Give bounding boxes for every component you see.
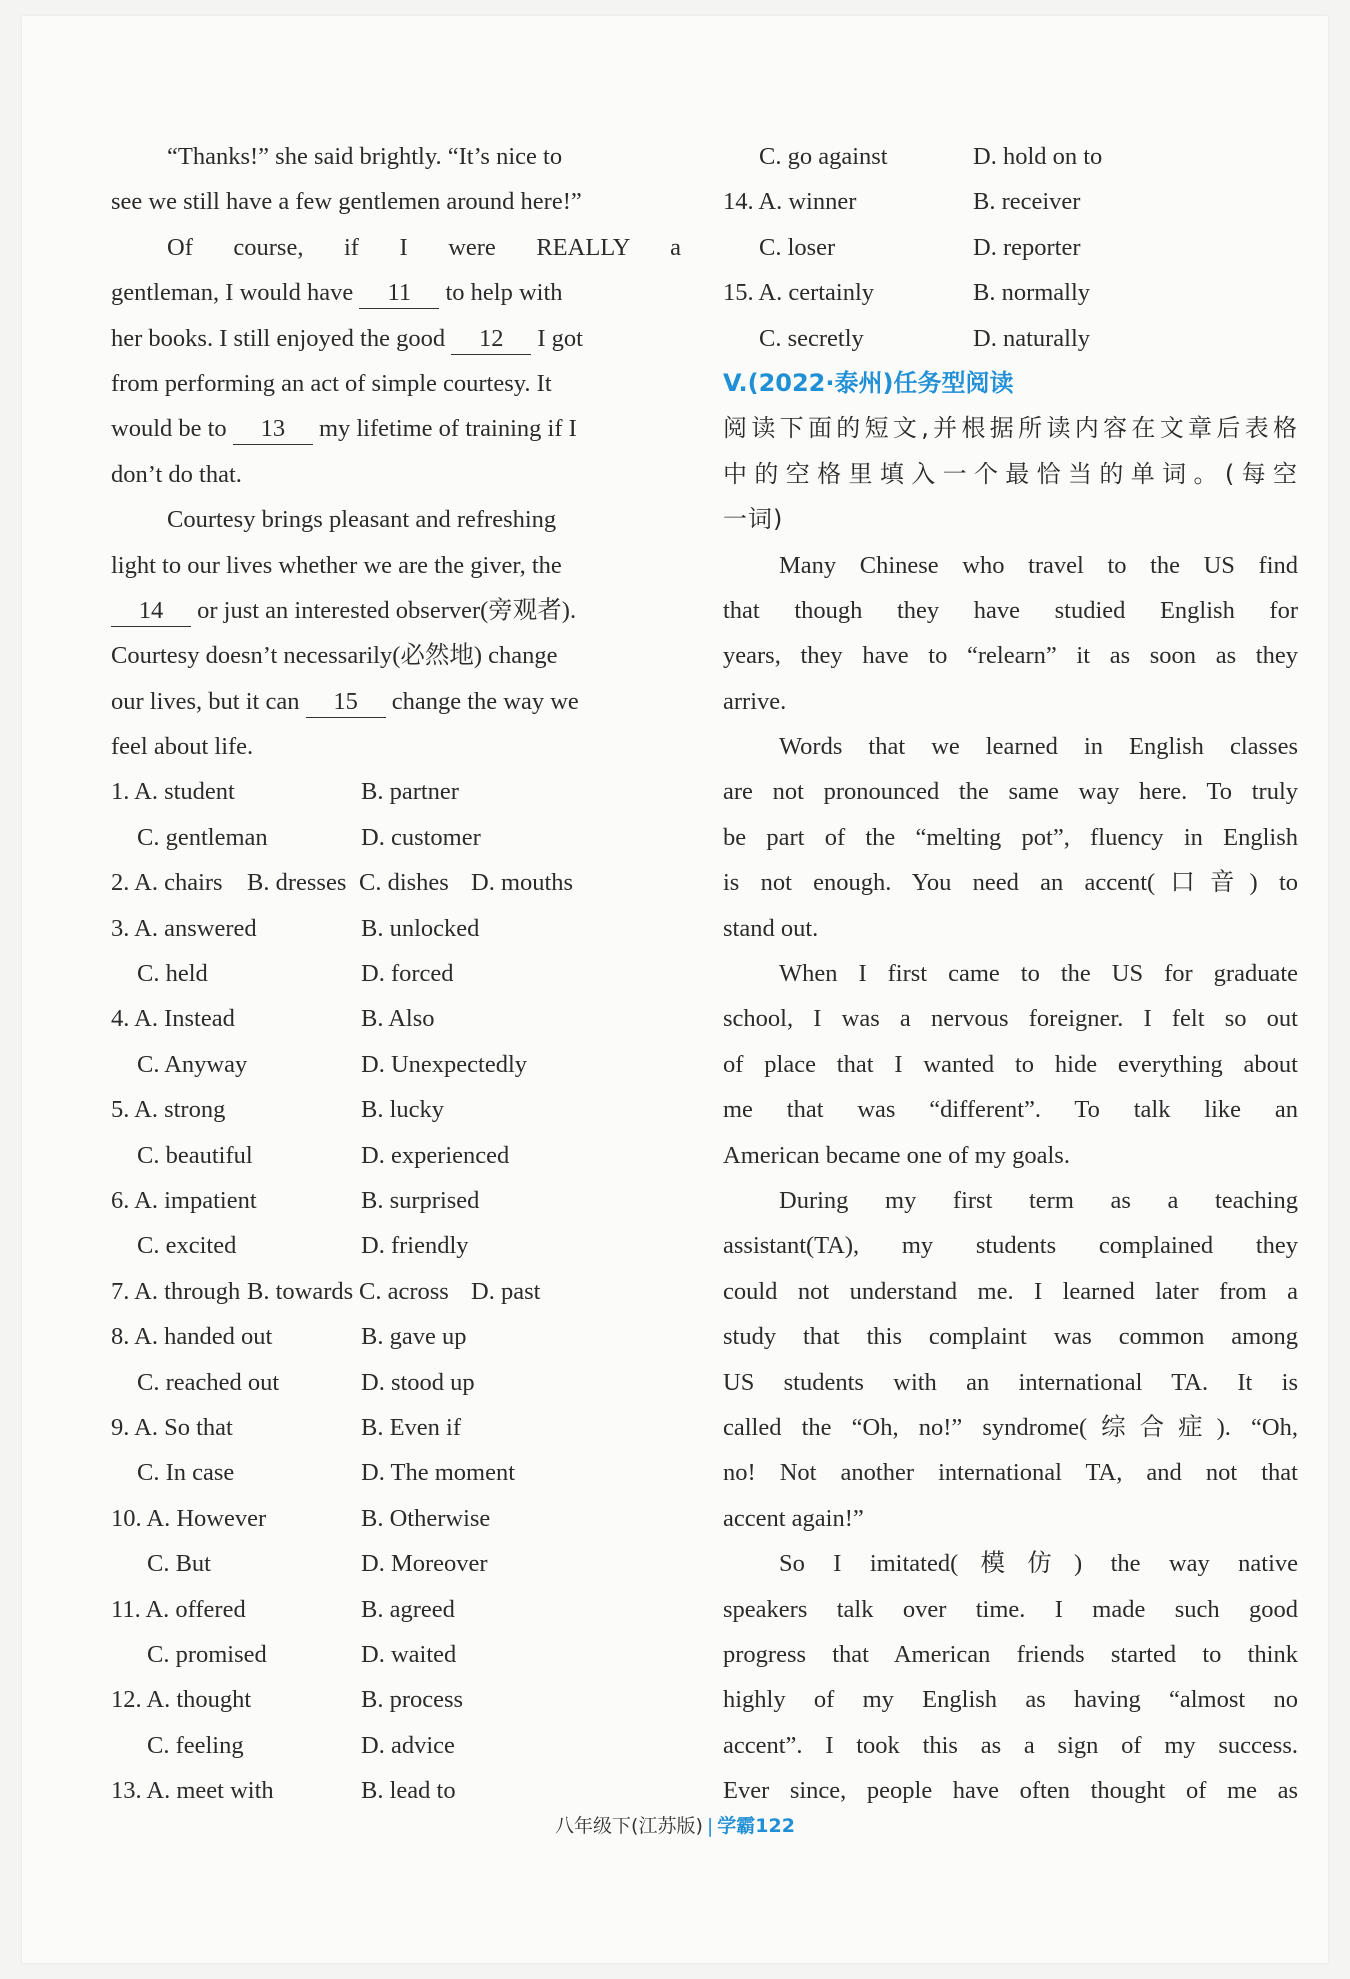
- passage-line: called the “Oh, no!” syndrome(综合症). “Oh,: [723, 1413, 1298, 1441]
- passage-line: Ever since, people have often thought of me as: [723, 1777, 1298, 1805]
- answer-option: B. towards: [247, 1277, 354, 1305]
- answer-option: 11. A. offered: [111, 1595, 246, 1623]
- answer-option: C. excited: [137, 1232, 237, 1260]
- answer-option: 15. A. certainly: [723, 279, 875, 307]
- passage-line: are not pronounced the same way here. To truly: [723, 778, 1298, 806]
- answer-option: B. Otherwise: [361, 1504, 491, 1532]
- answer-option: C. feeling: [147, 1731, 244, 1759]
- answer-option: C. reached out: [137, 1368, 280, 1396]
- answer-option: D. Moreover: [361, 1550, 488, 1578]
- passage-line: “Thanks!” she said brightly. “It’s nice to: [167, 143, 563, 170]
- page-number: 122: [755, 1815, 795, 1837]
- passage-line: no! Not another international TA, and not that: [723, 1459, 1298, 1487]
- passage-line: assistant(TA), my students complained they: [723, 1232, 1298, 1260]
- answer-option: D. stood up: [361, 1368, 475, 1396]
- passage-line: light to our lives whether we are the giver, the: [111, 551, 562, 579]
- option-row: [111, 1042, 681, 1087]
- option-row: [723, 134, 1298, 179]
- passage-line: study that this complaint was common among: [723, 1323, 1298, 1351]
- blank-14: 14: [111, 596, 191, 627]
- option-row: [111, 1314, 681, 1359]
- option-row: [111, 1133, 681, 1178]
- answer-option: B. agreed: [361, 1595, 455, 1623]
- answer-option: D. The moment: [361, 1459, 516, 1487]
- answer-option: D. experienced: [361, 1141, 510, 1169]
- option-row: [111, 1541, 681, 1586]
- option-row: [111, 1768, 681, 1813]
- brand-label: 学霸: [717, 1815, 756, 1837]
- option-row: [111, 1450, 681, 1495]
- passage-line: Of course, if I were REALLY a: [167, 233, 681, 261]
- passage-line: Many Chinese who travel to the US find: [779, 551, 1298, 579]
- answer-option: B. lead to: [361, 1777, 456, 1805]
- answer-option: D. past: [471, 1277, 541, 1305]
- passage-line: During my first term as a teaching: [779, 1186, 1298, 1214]
- answer-option: C. Anyway: [137, 1050, 248, 1078]
- instruction-line: 一词): [723, 505, 784, 534]
- footer-divider: |: [706, 1815, 714, 1837]
- answer-option: B. unlocked: [361, 914, 480, 942]
- option-row: [723, 270, 1298, 315]
- answer-option: 13. A. meet with: [111, 1777, 274, 1805]
- option-row: [111, 1632, 681, 1677]
- answer-option: C. beautiful: [137, 1141, 253, 1169]
- passage-line: from performing an act of simple courtesy. It: [111, 369, 552, 397]
- answer-option: D. hold on to: [973, 143, 1103, 170]
- answer-option: B. normally: [973, 279, 1091, 307]
- passage-line: me that was “different”. To talk like an: [723, 1096, 1298, 1124]
- option-row: [111, 1405, 681, 1450]
- answer-option: 1. A. student: [111, 778, 235, 806]
- passage-line: of place that I wanted to hide everything about: [723, 1050, 1298, 1078]
- option-row: [111, 860, 681, 905]
- passage-line: don’t do that.: [111, 460, 242, 488]
- passage-line: accent again!”: [723, 1504, 864, 1532]
- answer-option: 10. A. However: [111, 1504, 267, 1532]
- section-title: V.(2022·泰州)任务型阅读: [723, 368, 1014, 397]
- answer-option: B. Also: [361, 1005, 435, 1033]
- passage-line: years, they have to “relearn” it as soon as they: [723, 642, 1298, 670]
- passage-line: highly of my English as having “almost no: [723, 1686, 1298, 1714]
- option-row: [111, 1087, 681, 1132]
- blank-15: 15: [306, 687, 386, 718]
- answer-option: B. Even if: [361, 1413, 462, 1441]
- passage-line: arrive.: [723, 687, 787, 715]
- page-footer: [22, 1811, 1328, 1838]
- grade-label: 八年级下(江苏版): [555, 1815, 703, 1837]
- answer-option: 5. A. strong: [111, 1096, 226, 1124]
- passage-line: accent”. I took this as a sign of my success.: [723, 1731, 1298, 1759]
- passage-line: stand out.: [723, 914, 819, 942]
- answer-option: B. dresses: [247, 869, 347, 897]
- answer-option: 6. A. impatient: [111, 1186, 257, 1214]
- passage-line: Courtesy brings pleasant and refreshing: [167, 506, 557, 534]
- answer-option: D. forced: [361, 960, 454, 988]
- answer-option: C. across: [359, 1277, 449, 1305]
- answer-option: B. lucky: [361, 1096, 445, 1124]
- instruction-line: 中的空格里填入一个最恰当的单词。(每空: [723, 459, 1298, 488]
- answer-option: 12. A. thought: [111, 1686, 252, 1714]
- answer-option: C. In case: [137, 1459, 235, 1487]
- answer-option: C. gentleman: [137, 823, 268, 851]
- answer-option: C. promised: [147, 1640, 267, 1668]
- passage-line: that though they have studied English for: [723, 596, 1298, 624]
- answer-option: D. friendly: [361, 1232, 469, 1260]
- option-row: [111, 1496, 681, 1541]
- answer-options-list: [723, 134, 1298, 361]
- answer-option: D. advice: [361, 1731, 455, 1759]
- answer-option: 2. A. chairs: [111, 869, 223, 897]
- passage-line: American became one of my goals.: [723, 1141, 1070, 1169]
- passage-line: our lives, but it can 15 change the way we: [111, 679, 681, 724]
- answer-option: 4. A. Instead: [111, 1005, 235, 1033]
- answer-option: C. But: [147, 1550, 211, 1578]
- option-row: [111, 1360, 681, 1405]
- answer-option: D. reporter: [973, 233, 1081, 261]
- option-row: [111, 1223, 681, 1268]
- option-row: [723, 225, 1298, 270]
- passage-line: her books. I still enjoyed the good 12 I got: [111, 316, 681, 361]
- option-row: [111, 769, 681, 814]
- answer-option: B. partner: [361, 778, 459, 806]
- option-row: [111, 1723, 681, 1768]
- answer-option: D. mouths: [471, 869, 574, 897]
- blank-13: 13: [233, 414, 313, 445]
- answer-option: C. secretly: [759, 324, 864, 352]
- answer-option: 14. A. winner: [723, 188, 857, 216]
- answer-option: 8. A. handed out: [111, 1323, 273, 1351]
- passage-line: be part of the “melting pot”, fluency in English: [723, 823, 1298, 851]
- answer-option: C. held: [137, 960, 208, 988]
- passage-line: Words that we learned in English classes: [779, 733, 1298, 761]
- answer-option: C. go against: [759, 143, 888, 170]
- answer-option: D. waited: [361, 1640, 457, 1668]
- option-row: [723, 179, 1298, 224]
- passage-line: feel about life.: [111, 733, 254, 761]
- passage-line: 14 or just an interested observer(旁观者).: [111, 588, 681, 633]
- answer-option: B. surprised: [361, 1186, 480, 1214]
- option-row: [111, 951, 681, 996]
- left-column: [111, 134, 681, 1813]
- answer-option: 7. A. through: [111, 1277, 241, 1305]
- passage-line: So I imitated(模仿) the way native: [779, 1550, 1298, 1578]
- passage-line: would be to 13 my lifetime of training if I: [111, 406, 681, 451]
- passage-line: see we still have a few gentlemen around here!”: [111, 188, 582, 216]
- passage-line: gentleman, I would have 11 to help with: [111, 270, 681, 315]
- passage-line: could not understand me. I learned later from a: [723, 1277, 1298, 1305]
- answer-option: B. receiver: [973, 188, 1081, 216]
- option-row: [111, 1587, 681, 1632]
- passage-line: progress that American friends started to think: [723, 1640, 1298, 1668]
- passage-line: school, I was a nervous foreigner. I felt so out: [723, 1005, 1298, 1033]
- passage-line: When I first came to the US for graduate: [779, 960, 1298, 988]
- passage-line: speakers talk over time. I made such good: [723, 1595, 1298, 1623]
- right-column: [723, 134, 1298, 1813]
- answer-options-list: [111, 769, 681, 1813]
- textbook-page: [22, 16, 1328, 1963]
- answer-option: C. loser: [759, 233, 836, 261]
- passage-line: US students with an international TA. It is: [723, 1368, 1298, 1396]
- answer-option: D. Unexpectedly: [361, 1050, 527, 1078]
- passage-line: Courtesy doesn’t necessarily(必然地) change: [111, 642, 558, 670]
- answer-option: B. gave up: [361, 1323, 467, 1351]
- option-row: [111, 1677, 681, 1722]
- option-row: [111, 1269, 681, 1314]
- answer-option: D. customer: [361, 823, 481, 851]
- option-row: [111, 906, 681, 951]
- option-row: [111, 996, 681, 1041]
- option-row: [723, 316, 1298, 361]
- blank-11: 11: [359, 278, 439, 309]
- answer-option: B. process: [361, 1686, 464, 1714]
- option-row: [111, 1178, 681, 1223]
- option-row: [111, 815, 681, 860]
- answer-option: C. dishes: [359, 869, 449, 897]
- passage-line: is not enough. You need an accent(口音) to: [723, 869, 1298, 897]
- answer-option: D. naturally: [973, 324, 1091, 352]
- instruction-line: 阅读下面的短文,并根据所读内容在文章后表格: [723, 414, 1298, 443]
- blank-12: 12: [451, 324, 531, 355]
- answer-option: 9. A. So that: [111, 1413, 233, 1441]
- answer-option: 3. A. answered: [111, 914, 257, 942]
